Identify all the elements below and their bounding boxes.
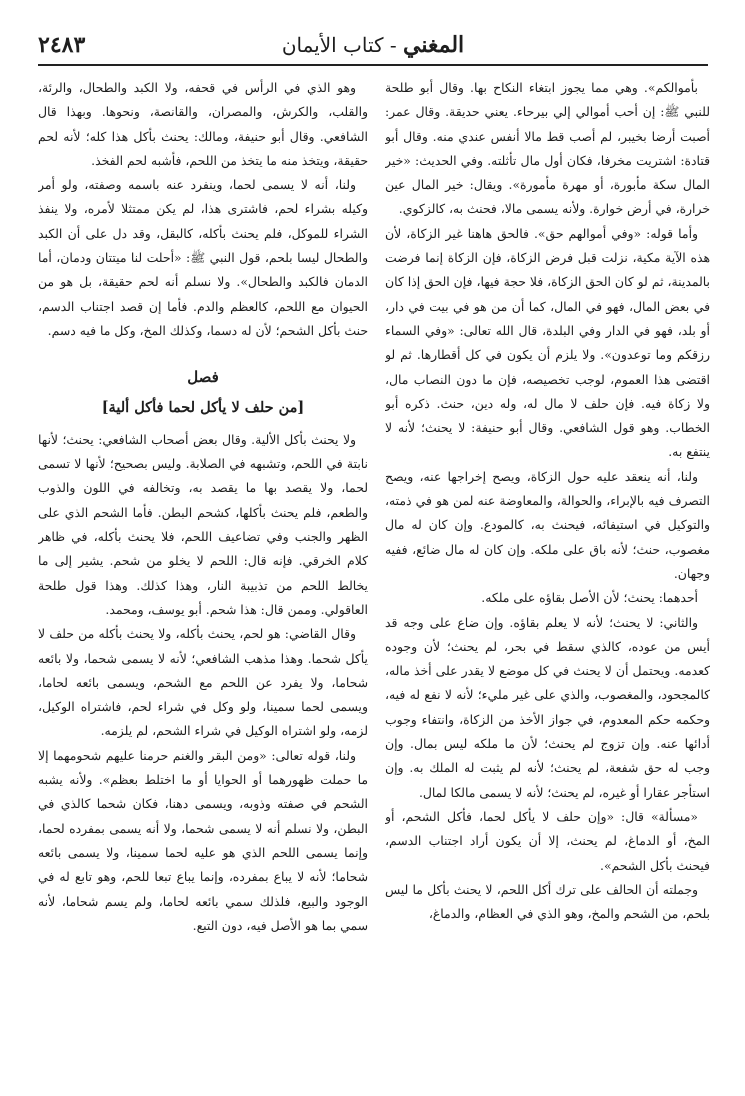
- paragraph: بأموالكم». وهي مما يجوز ابتغاء النكاح بها. وقال أبو طلحة للنبي ﷺ: إن أحب أموالي إلي بيرحاء. يعني حديقة. وقال عمر: أصبت أرضا بخيبر، لم أصب قط مالا أنفس عندي منه. وقال أبو قتادة: اشتريت مخرفا، فكان أول مال تأثلته. وفي الحديث: «خير المال سكة مأبورة، أو مهرة مأمورة». ويقال: خير المال عين خرارة، في أرض خوارة. ولأنه يسمى مالا، فحنث به، كالزكوي.: [385, 80, 710, 217]
- chapter-title: كتاب الأيمان: [281, 33, 384, 57]
- running-title: [38, 32, 708, 58]
- paragraph: ولنا، أنه ينعقد عليه حول الزكاة، ويصح إخراجها عنه، ويصح التصرف فيه بالإبراء، والحوالة، والمعاوضة عنه لمن هو في ذمته، والتوكيل في استيفائه، فيحنث به، كالمودع. وإن كان له مال مغصوب، حنث؛ لأنه باق على ملكه. وإن كان له مال ضائع، ففيه وجهان.: [385, 468, 710, 581]
- paragraph: وقال القاضي: هو لحم، يحنث بأكله، ولا يحنث بأكله من حلف لا يأكل شحما. وهذا مذهب الشافعي؛ لأنه لا يسمى شحما، ولا بائعه شحاما، ولا يفرد عن اللحم مع الشحم، ويسمى بائعه لحاما، ويسمى لحما سمينا، ولو وكل في شراء لحم، فاشتراه الوكيل، لزمه، ولو اشتراه الوكيل في شراء الشحم، لم يلزمه.: [38, 626, 368, 739]
- paragraph: وجملته أن الحالف على ترك أكل اللحم، لا يحنث بأكل ما ليس بلحم، من الشحم والمخ، وهو الذي في العظام، والدماغ،: [385, 881, 710, 922]
- paragraph: أحدهما: يحنث؛ لأن الأصل بقاؤه على ملكه.: [481, 590, 698, 606]
- paragraph: وهو الذي في الرأس في قحفه، ولا الكبد والطحال، والرئة، والقلب، والكرش، والمصران، والقانصة، ونحوها. وبهذا قال الشافعي. وقال أبو حنيفة، ومالك: يحنث بأكل هذا كله؛ لأنه لحم حقيقة، ويتخذ منه ما يتخذ من اللحم، فأشبه لحم الفخذ.: [38, 80, 368, 168]
- fasl-heading: فصل: [187, 368, 219, 387]
- left-column: [38, 76, 368, 1076]
- paragraph: ولنا، أنه لا يسمى لحما، وينفرد عنه باسمه وصفته، ولو أمر وكيله بشراء لحم، فاشترى هذا، لم يكن ممتثلا لأمره، ولا ينفذ الشراء للموكل، فلم يحنث بأكله، كالبقل، وقد دل على أن الكبد والطحال ليسا بلحم، قول النبي ﷺ: «أحلت لنا ميتتان ودمان، أما الدمان فالكبد والطحال». ولا نسلم أنه لحم حقيقة، بل هو من الحيوان مع اللحم، كالعظم والدم. فأما إن قصد اجتناب الدسم، حنث بأكل الشحم؛ لأن له دسما، وكذلك المخ، وكل ما فيه دسم.: [38, 177, 368, 338]
- paragraph: ولا يحنث بأكل الألية. وقال بعض أصحاب الشافعي: يحنث؛ لأنها نابتة في اللحم، وتشبهه في الصلابة. وليس بصحيح؛ لأنها لا تسمى لحما، ولا يقصد بها ما يقصد به، وتخالفه في اللون والذوب والطعم، فلم يحنث بأكلها، كشحم البطن. فأما الشحم الذي على الظهر والجنب وفي تضاعيف اللحم، فلا يحنث بأكله، في ظاهر كلام الخرقي. فإنه قال: اللحم لا يخلو من شحم. يشير إلى ما يخالط اللحم من تذبيبة النار، وهذا كذلك. وهذا قول طلحة العاقولي. وممن قال: هذا شحم. أبو يوسف، ومحمد.: [38, 431, 368, 617]
- section-title: [من حلف لا يأكل لحما فأكل ألية]: [101, 398, 305, 416]
- paragraph: ولنا، قوله تعالى: «ومن البقر والغنم حرمنا عليهم شحومهما إلا ما حملت ظهورهما أو الحوايا أو ما اختلط بعظم». ولأنه يشبه الشحم في صفته وذوبه، ويسمى دهنا، فكان شحما كالذي في البطن، ولا نسلم أنه لا يسمى شحما، ولا أنه يسمى بمفرده لحما، وإنما يسمى اللحم الذي هو عليه لحما سمينا، ولا يسمى بائعه شحاما؛ لأنه لا يباع بمفرده، وإنما يباع تبعا للحم، وهو تابع له في الوجود والبيع، فلذلك سمي بائعه لحاما، ولم يسم شحاما، لأنه سمي بما هو الأصل فيه، دون التبع.: [38, 747, 368, 933]
- book-title: المغني: [403, 32, 465, 58]
- paragraph: وأما قوله: «وفي أموالهم حق». فالحق هاهنا غير الزكاة، لأن هذه الآية مكية، نزلت قبل فرض الزكاة، فإن الزكاة إنما فرضت بالمدينة، ثم لو كان الحق الزكاة، فلا حجة فيها، فإن الحق إذا كان في بعض المال، فهو في المال، كما أن من هو في بيت في دار، أو بلد، فهو في الدار وفي البلدة، قال الله تعالى: «وفي السماء رزقكم وما توعدون». ولا يلزم أن يكون في كل أقطارها. ثم لو اقتضى هذا العموم، لوجب تخصيصه، فإن ما دون النصاب مال، ولا زكاة فيه. فإن حلف لا مال له، وله دين، حنث. ذكره أبو الخطاب. وهو قول الشافعي. وقال أبو حنيفة: لا يحنث؛ لأنه لا ينتفع به.: [385, 225, 710, 460]
- page-number: ٢٤٨٣: [38, 32, 86, 58]
- masala-paragraph: «مسألة» قال: «وإن حلف لا يأكل لحما، فأكل الشحم، أو المخ، أو الدماغ، لم يحنث، إلا أن يكون أراد اجتناب الدسم، فيحنث بأكل الشحم».: [385, 808, 710, 873]
- right-column: [385, 76, 710, 1076]
- paragraph: والثاني: لا يحنث؛ لأنه لا يعلم بقاؤه. وإن ضاع على وجه قد أيس من عوده، كالذي سقط في بحر، لم يحنث؛ لأن وجوده كعدمه. ويحتمل أن لا يحنث في كل موضع لا يقدر على أخذ ماله، كالمجحود، والمغصوب، والذي على غير مليء؛ لأنه لا نفع له فيه، وحكمه حكم المعدوم، في جواز الأخذ من الزكاة، وانتفاء وجوب أدائها عنه. وإن تزوج لم يحنث؛ لأن ما ملكه ليس بمال. وإن وجب له حق شفعة، لم يحنث؛ لأنه لم يثبت له الملك به. وإن استأجر عقارا أو غيره، لم يحنث؛ لأنه لا يسمى مالكا لمال.: [385, 614, 710, 800]
- title-separator: -: [383, 33, 404, 57]
- page-header: [38, 28, 708, 66]
